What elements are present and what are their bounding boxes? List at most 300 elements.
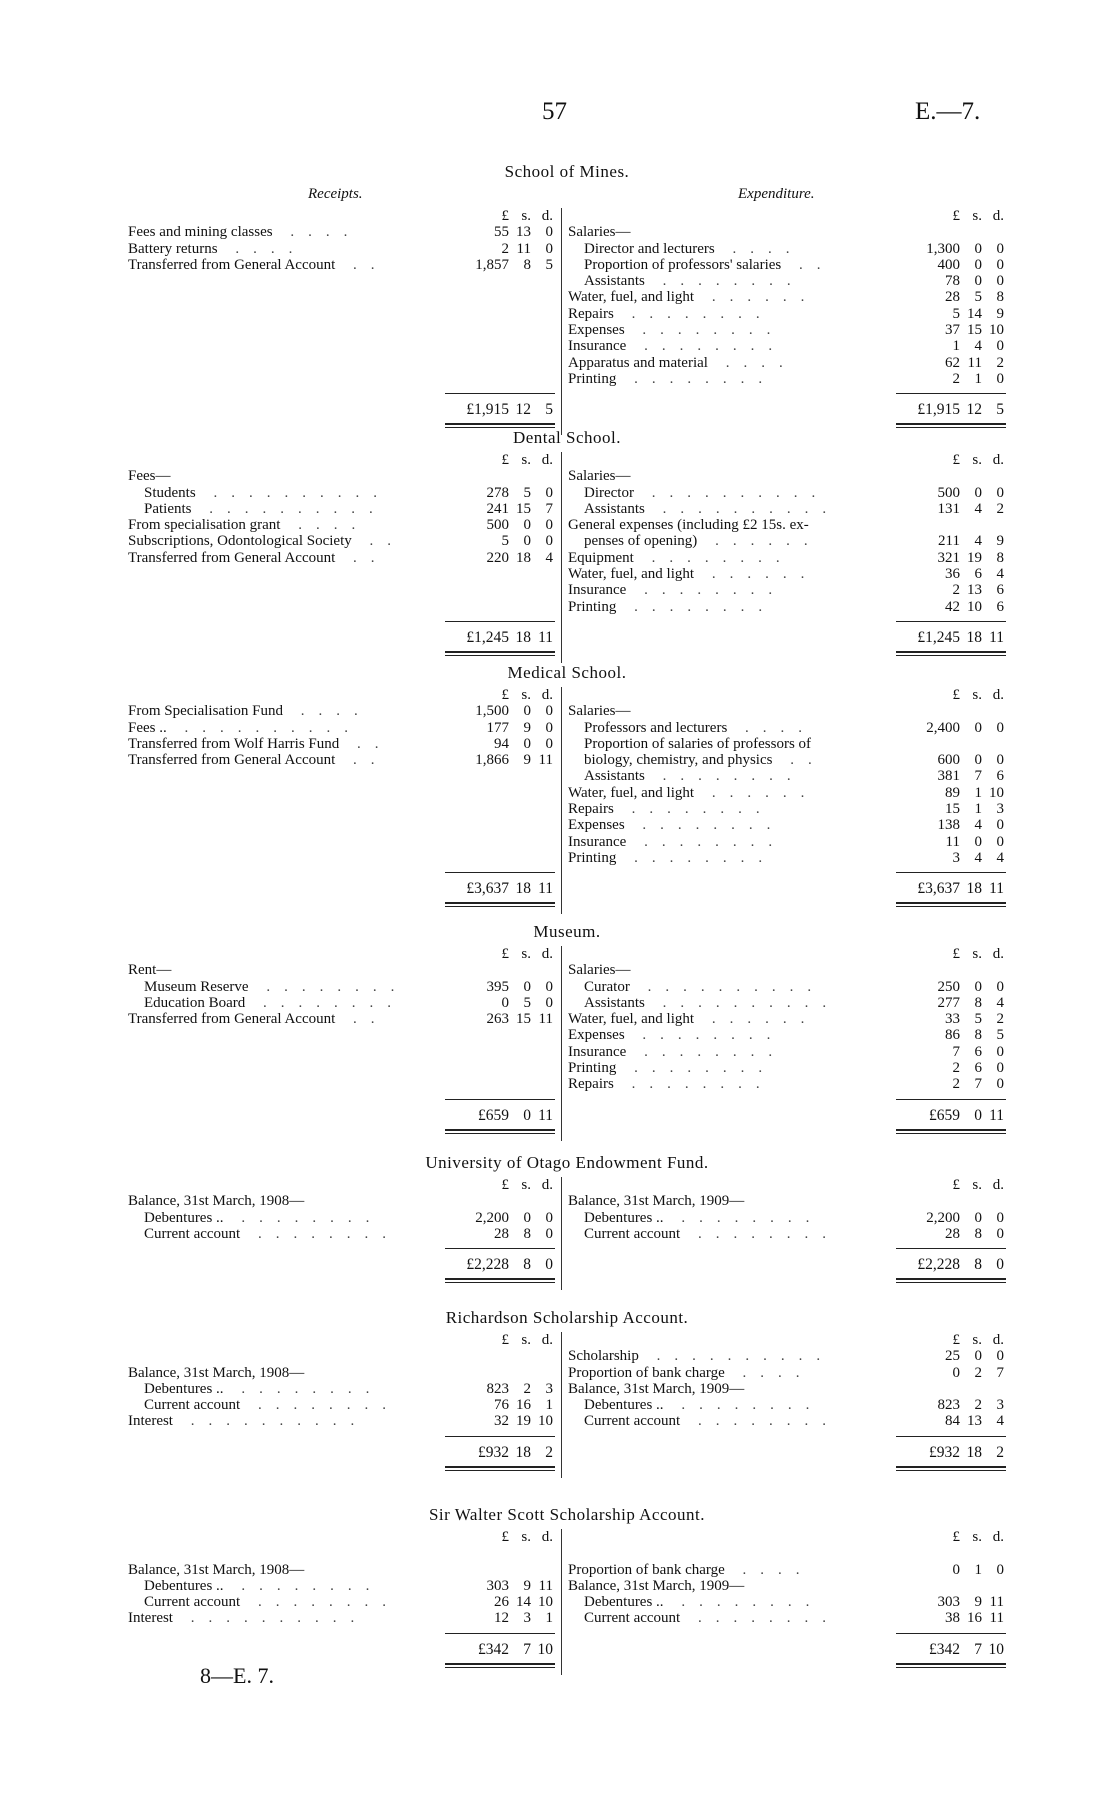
amount-d [982, 224, 1004, 240]
amount-sh: 0 [523, 703, 531, 720]
row-label [128, 1332, 445, 1348]
amount-d: 2 [996, 500, 1004, 517]
amount-sh [960, 224, 982, 240]
amount-sh: 8 [974, 1027, 982, 1044]
total-block [128, 621, 555, 663]
row-label: Repairs ........ [568, 305, 774, 322]
amount-sh: 18 [515, 880, 531, 898]
account-section [128, 1153, 1006, 1290]
amount-pd [896, 517, 960, 533]
amount-d: 2 [545, 1443, 553, 1461]
amount-sh: 5 [523, 994, 531, 1011]
amount-d: 0 [996, 817, 1004, 834]
amount-cell [445, 1381, 555, 1397]
amount-pd: 500 [486, 517, 509, 534]
receipts-column [128, 208, 562, 435]
row-label: Students .......... [144, 484, 391, 501]
row-label: Professors and lecturers .... [584, 719, 817, 736]
amount-sh: 5 [974, 289, 982, 306]
total-block [568, 621, 1006, 663]
account-row [568, 517, 1006, 533]
amount-cell [445, 1348, 555, 1364]
amount-pd: 211 [938, 533, 960, 550]
row-label: Current account ........ [144, 1225, 400, 1242]
account-row [568, 801, 1006, 817]
amount-cell [896, 1044, 1006, 1060]
amount-sh: 13 [516, 224, 531, 241]
amount-pd: £ [501, 452, 509, 468]
total-block [128, 1633, 555, 1675]
amount-cell [896, 880, 1006, 898]
amount-cell [896, 995, 1006, 1011]
row-label: penses of opening) ...... [584, 533, 822, 550]
currency-header [128, 1177, 555, 1193]
amount-d: d. [992, 946, 1004, 962]
amount-pd: 241 [486, 500, 509, 517]
amount-cell [445, 1545, 555, 1561]
section-title: Museum. [533, 922, 601, 941]
amount-d [982, 468, 1004, 484]
amount-pd: 7 [952, 1043, 960, 1060]
amount-sh: 6 [974, 1043, 982, 1060]
amount-sh: s. [972, 687, 982, 703]
amount-sh: 16 [516, 1397, 531, 1414]
amount-cell [445, 257, 555, 273]
account-row [568, 224, 1006, 240]
amount-pd: 600 [937, 752, 960, 769]
account-row [128, 1365, 555, 1381]
currency-header [568, 1529, 1006, 1545]
row-label: Water, fuel, and light ...... [568, 784, 819, 801]
amount-sh: 11 [967, 354, 982, 371]
account-row [568, 533, 1006, 549]
row-label: Water, fuel, and light ...... [568, 289, 819, 306]
amount-pd: 5 [952, 305, 960, 322]
row-label: Debentures .. ........ [584, 1397, 824, 1414]
amount-cell [896, 452, 1006, 468]
amount-pd: £659 [929, 1106, 960, 1124]
amount-pd [445, 962, 509, 978]
expenditure-column [562, 1529, 1006, 1675]
amount-d [531, 1193, 553, 1209]
currency-header [568, 946, 1006, 962]
amount-d: d. [992, 1177, 1004, 1193]
amount-sh: 19 [967, 549, 982, 566]
amount-cell [896, 533, 1006, 549]
amount-pd: £659 [478, 1106, 509, 1124]
row-label [568, 1177, 896, 1193]
amount-d: 0 [545, 484, 553, 501]
amount-sh: 18 [966, 628, 982, 646]
amount-cell [896, 224, 1006, 240]
amount-sh: s. [521, 1332, 531, 1348]
amount-sh: s. [972, 1529, 982, 1545]
amount-sh: 6 [974, 1060, 982, 1077]
amount-pd: 2 [952, 582, 960, 599]
amount-pd: 2,200 [926, 1209, 960, 1226]
amount-d: 0 [996, 484, 1004, 501]
account-row [128, 752, 555, 768]
amount-pd: £342 [929, 1640, 960, 1658]
amount-cell [445, 485, 555, 501]
amount-cell [445, 687, 555, 703]
amount-d: 10 [988, 1640, 1004, 1658]
account-row [568, 582, 1006, 598]
amount-pd: 2 [952, 1060, 960, 1077]
amount-cell [896, 1562, 1006, 1578]
section-title: Medical School. [507, 663, 627, 682]
row-label: biology, chemistry, and physics .. [584, 752, 826, 769]
currency-header [568, 1177, 1006, 1193]
amount-cell [445, 1011, 555, 1027]
account-section [128, 1308, 1006, 1478]
account-row [568, 599, 1006, 615]
row-label [128, 1348, 445, 1364]
row-label: Balance, 31st March, 1908— [128, 1193, 305, 1210]
amount-d: 11 [538, 1011, 553, 1028]
amount-cell [896, 289, 1006, 305]
row-label: From Specialisation Fund .... [128, 703, 372, 720]
amount-pd: 12 [494, 1610, 509, 1627]
amount-cell [896, 801, 1006, 817]
amount-sh: 2 [523, 1380, 531, 1397]
total-block [128, 1436, 555, 1478]
row-label: Insurance ........ [568, 833, 787, 850]
amount-sh: 7 [974, 1076, 982, 1093]
currency-header [568, 1332, 1006, 1348]
amount-sh: 10 [967, 598, 982, 615]
account-row [568, 1381, 1006, 1397]
amount-d: d. [541, 1529, 553, 1545]
amount-cell [896, 273, 1006, 289]
amount-d: 2 [996, 354, 1004, 371]
row-label: Balance, 31st March, 1909— [568, 1380, 745, 1397]
amount-cell [896, 1365, 1006, 1381]
amount-sh [509, 468, 531, 484]
amount-d: 6 [996, 582, 1004, 599]
amount-cell [445, 208, 555, 224]
amount-d: 0 [545, 978, 553, 995]
amount-d: d. [992, 687, 1004, 703]
account-row [128, 1193, 555, 1209]
amount-cell [896, 1610, 1006, 1626]
account-row [568, 1578, 1006, 1594]
amount-sh: 19 [516, 1413, 531, 1430]
amount-d: 10 [538, 1413, 553, 1430]
amount-d: 4 [996, 1413, 1004, 1430]
row-label [128, 1529, 445, 1545]
row-label: Current account ........ [584, 1413, 840, 1430]
account-row [568, 322, 1006, 338]
row-label: Water, fuel, and light ...... [568, 566, 819, 583]
account-row [128, 1562, 555, 1578]
amount-pd [896, 224, 960, 240]
account-row [128, 1594, 555, 1610]
amount-pd: 381 [937, 768, 960, 785]
amount-sh: 0 [974, 1348, 982, 1365]
amount-pd: 220 [486, 549, 509, 566]
amount-cell [896, 687, 1006, 703]
row-label [128, 687, 445, 703]
amount-cell [896, 785, 1006, 801]
account-row [568, 736, 1006, 752]
row-label: Repairs ........ [568, 1076, 774, 1093]
amount-cell [896, 257, 1006, 273]
amount-cell [445, 1193, 555, 1209]
row-label: Assistants ........ [584, 768, 805, 785]
amount-cell [445, 241, 555, 257]
amount-cell [896, 720, 1006, 736]
amount-cell [896, 1348, 1006, 1364]
amount-cell [896, 946, 1006, 962]
amount-pd: 823 [486, 1380, 509, 1397]
amount-sh: 18 [515, 628, 531, 646]
expenditure-column [562, 1177, 1006, 1290]
row-label [128, 1545, 445, 1561]
amount-cell [896, 566, 1006, 582]
amount-d: 0 [996, 370, 1004, 387]
row-label: Interest .......... [128, 1610, 369, 1627]
amount-cell [445, 1444, 555, 1462]
account-row [128, 257, 555, 273]
amount-sh: 0 [974, 273, 982, 290]
amount-cell [896, 241, 1006, 257]
amount-pd: 33 [945, 1011, 960, 1028]
account-row [568, 1365, 1006, 1381]
amount-cell [896, 306, 1006, 322]
row-label: Fees .. .......... [128, 719, 362, 736]
account-row [568, 241, 1006, 257]
amount-d: 0 [996, 1225, 1004, 1242]
amount-sh: 7 [974, 768, 982, 785]
amount-sh [960, 1381, 982, 1397]
amount-pd: £3,637 [917, 880, 960, 898]
amount-cell [445, 533, 555, 549]
expenditure-heading: Expenditure. [738, 186, 815, 202]
amount-cell [896, 1545, 1006, 1561]
amount-d: 0 [996, 1043, 1004, 1060]
amount-cell [445, 517, 555, 533]
amount-cell [896, 1226, 1006, 1242]
row-label: Current account ........ [144, 1397, 400, 1414]
currency-header [128, 452, 555, 468]
row-label: Insurance ........ [568, 1043, 787, 1060]
amount-pd: 62 [945, 354, 960, 371]
amount-pd: 303 [937, 1594, 960, 1611]
amount-sh [509, 962, 531, 978]
amount-sh [509, 1348, 531, 1364]
amount-pd: £ [501, 946, 509, 962]
amount-d: 1 [545, 1610, 553, 1627]
amount-d: d. [541, 1332, 553, 1348]
amount-d: 0 [996, 1060, 1004, 1077]
amount-pd: 177 [486, 719, 509, 736]
account-row [128, 1011, 555, 1027]
amount-d: d. [992, 1332, 1004, 1348]
amount-d: 10 [537, 1640, 553, 1658]
amount-pd: 2,400 [926, 719, 960, 736]
amount-d: 4 [996, 849, 1004, 866]
amount-d [531, 962, 553, 978]
account-row [568, 289, 1006, 305]
row-label: Balance, 31st March, 1908— [128, 1364, 305, 1381]
row-label: Assistants ........ [584, 273, 805, 290]
amount-d: 9 [996, 305, 1004, 322]
amount-sh: 0 [974, 1209, 982, 1226]
amount-d: 11 [989, 628, 1004, 646]
row-label: Debentures .. ........ [584, 1594, 824, 1611]
row-label: Printing ........ [568, 598, 777, 615]
amount-cell [445, 1529, 555, 1545]
amount-d [531, 1365, 553, 1381]
amount-pd: £ [501, 208, 509, 224]
amount-sh: 18 [515, 1443, 531, 1461]
amount-pd: 28 [494, 1225, 509, 1242]
amount-pd: £ [501, 1177, 509, 1193]
amount-d [531, 1562, 553, 1578]
section-title: Richardson Scholarship Account. [445, 1308, 689, 1327]
row-label: Assistants .......... [584, 994, 841, 1011]
amount-cell [896, 834, 1006, 850]
amount-pd: 1,500 [475, 703, 509, 720]
amount-d: 4 [996, 566, 1004, 583]
amount-sh: 14 [516, 1594, 531, 1611]
account-row [128, 1397, 555, 1413]
amount-cell [896, 1076, 1006, 1092]
receipts-column [128, 687, 562, 914]
amount-sh: 9 [523, 752, 531, 769]
amount-pd: 84 [945, 1413, 960, 1430]
amount-pd: 823 [937, 1397, 960, 1414]
amount-d [531, 1545, 553, 1561]
total-block [568, 1248, 1006, 1290]
amount-cell [445, 703, 555, 719]
account-row [128, 1413, 555, 1429]
amount-d: 11 [538, 1577, 553, 1594]
amount-d: 8 [996, 549, 1004, 566]
amount-pd: £2,228 [917, 1256, 960, 1274]
amount-d: 0 [996, 1348, 1004, 1365]
amount-d: 2 [996, 1443, 1004, 1461]
amount-sh: 4 [974, 849, 982, 866]
amount-sh [509, 1545, 531, 1561]
amount-sh: 12 [515, 401, 531, 419]
amount-cell [896, 517, 1006, 533]
amount-d: 0 [545, 533, 553, 550]
account-row [568, 752, 1006, 768]
receipts-column [128, 946, 562, 1141]
amount-pd: £ [501, 1529, 509, 1545]
amount-sh: 5 [523, 484, 531, 501]
amount-sh: 14 [967, 305, 982, 322]
amount-cell [896, 1641, 1006, 1659]
amount-sh: 3 [523, 1610, 531, 1627]
amount-cell [896, 1027, 1006, 1043]
amount-sh: 4 [974, 338, 982, 355]
amount-cell [445, 452, 555, 468]
row-label: Balance, 31st March, 1909— [568, 1193, 745, 1210]
account-row [568, 1562, 1006, 1578]
amount-cell [445, 629, 555, 647]
amount-sh: s. [972, 208, 982, 224]
amount-d: 11 [538, 1106, 553, 1124]
amount-sh: 4 [974, 500, 982, 517]
amount-cell [445, 1365, 555, 1381]
amount-cell [896, 1594, 1006, 1610]
account-row [568, 566, 1006, 582]
amount-sh: s. [521, 1529, 531, 1545]
amount-d [982, 1381, 1004, 1397]
amount-sh: s. [521, 1177, 531, 1193]
receipts-heading: Receipts. [308, 186, 363, 202]
amount-d: 10 [989, 784, 1004, 801]
amount-pd: 5 [501, 533, 509, 550]
amount-d: 3 [545, 1380, 553, 1397]
amount-sh: 9 [523, 719, 531, 736]
amount-d: 0 [545, 1256, 553, 1274]
amount-cell [445, 752, 555, 768]
amount-sh: 18 [966, 880, 982, 898]
amount-d: 11 [538, 628, 553, 646]
row-label: Director .......... [584, 484, 830, 501]
row-label: Debentures .. ........ [144, 1380, 384, 1397]
amount-pd: 11 [945, 833, 960, 850]
amount-d: 6 [996, 768, 1004, 785]
amount-cell [896, 1381, 1006, 1397]
amount-sh: 9 [974, 1594, 982, 1611]
amount-sh: 15 [516, 1011, 531, 1028]
amount-sh: 7 [974, 1640, 982, 1658]
account-row [568, 1044, 1006, 1060]
account-row [568, 485, 1006, 501]
amount-pd: 131 [937, 500, 960, 517]
amount-sh: 8 [523, 1256, 531, 1274]
amount-sh [960, 962, 982, 978]
row-label: Proportion of bank charge .... [568, 1561, 814, 1578]
amount-sh: 0 [974, 1106, 982, 1124]
page-number: 57 [542, 98, 567, 125]
amount-d: d. [541, 687, 553, 703]
amount-sh: 0 [974, 484, 982, 501]
amount-pd: 303 [486, 1577, 509, 1594]
amount-sh: s. [972, 1332, 982, 1348]
amount-d: 6 [996, 598, 1004, 615]
amount-pd: £ [501, 687, 509, 703]
account-row [568, 501, 1006, 517]
row-label: Salaries— [568, 224, 631, 241]
row-label: Debentures .. ........ [144, 1209, 384, 1226]
currency-header [128, 208, 555, 224]
amount-pd: 94 [494, 735, 509, 752]
amount-d: 0 [996, 719, 1004, 736]
amount-sh [960, 517, 982, 533]
row-label [128, 452, 445, 468]
amount-cell [896, 599, 1006, 615]
amount-pd: 37 [945, 322, 960, 339]
amount-sh: 0 [974, 240, 982, 257]
currency-header [128, 1332, 555, 1348]
amount-pd [445, 1545, 509, 1561]
amount-d: d. [992, 208, 1004, 224]
amount-pd: 0 [952, 1364, 960, 1381]
amount-d: 3 [996, 801, 1004, 818]
amount-pd: 78 [945, 273, 960, 290]
amount-sh: 8 [974, 1256, 982, 1274]
total-block [568, 1633, 1006, 1675]
account-row [568, 1210, 1006, 1226]
row-label: Proportion of bank charge .... [568, 1364, 814, 1381]
row-label: Debentures .. ........ [144, 1577, 384, 1594]
